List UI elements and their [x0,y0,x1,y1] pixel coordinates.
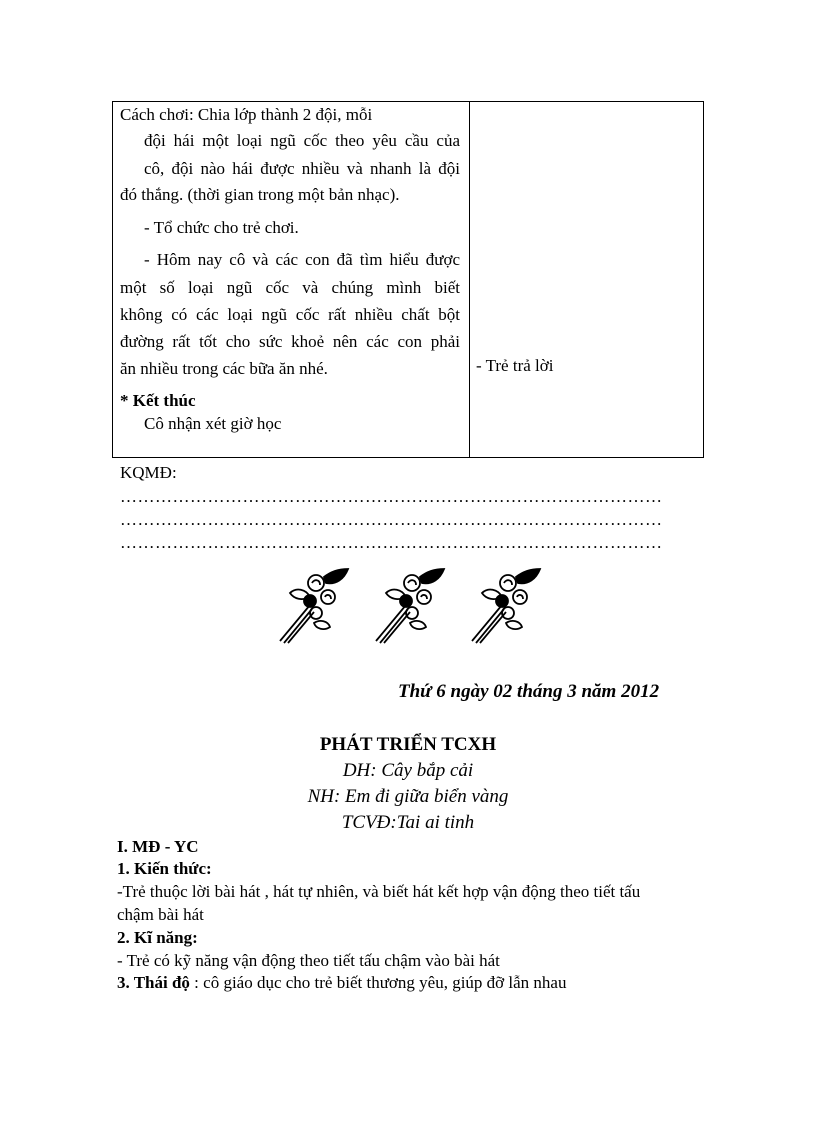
skill-text: - Trẻ có kỹ năng vận động theo tiết tấu chậm vào bài hát [117,951,500,970]
table-line: - Tổ chức cho trẻ chơi. [144,218,299,237]
flower-bouquet-icon [468,565,548,645]
table-line: Cô nhận xét giờ học [144,414,282,433]
attitude-title: 3. Thái độ [117,973,190,992]
lesson-nh: NH: Em đi giữa biển vàng [307,786,509,807]
child-response: - Trẻ trả lời [476,356,554,375]
flower-bouquet-icon [276,565,356,645]
table-line: Cách chơi: Chia lớp thành 2 đội, mỗi [120,105,373,124]
table-line: cô, đội nào hái được nhiều và nhanh là đội [144,159,460,178]
kqmd-label: KQMĐ: [120,463,177,482]
attitude-line [117,972,566,994]
table-line: không có các loại ngũ cốc rất nhiều chất bột [120,305,460,324]
skill-title: 2. Kĩ năng: [117,928,198,947]
attitude-text: : cô giáo dục cho trẻ biết thương yêu, giúp đỡ lẫn nhau [189,973,567,992]
column-divider [469,102,470,457]
table-line: - Hôm nay cô và các con đã tìm hiểu được [144,250,460,269]
dotted-line: ………………………………………………………………………………… [120,487,663,506]
knowledge-text-cont: chậm bài hát [117,905,204,924]
section-heading: I. MĐ - YC [117,837,199,856]
knowledge-title: 1. Kiến thức: [117,859,212,878]
table-line: một số loại ngũ cốc và chúng mình biết [120,278,460,297]
lesson-tcvd: TCVĐ:Tai ai tinh [341,812,475,833]
ending-heading: * Kết thúc [120,391,196,410]
lesson-title: PHÁT TRIỂN TCXH [319,734,497,755]
knowledge-text: -Trẻ thuộc lời bài hát , hát tự nhiên, và biết hát kết hợp vận động theo tiết tấu [117,882,641,901]
lesson-dh: DH: Cây bắp cải [342,760,474,781]
dotted-line: ………………………………………………………………………………… [120,510,663,529]
table-line: ăn nhiều trong các bữa ăn nhé. [120,359,328,378]
table-line: đó thắng. (thời gian trong một bản nhạc). [120,185,400,204]
table-line: đường rất tốt cho sức khoẻ nên các con phải [120,332,460,351]
flower-bouquet-icon [372,565,452,645]
date-line: Thứ 6 ngày 02 tháng 3 năm 2012 [398,681,660,702]
table-line: đội hái một loại ngũ cốc theo yêu cầu của [144,131,460,150]
dotted-line: ………………………………………………………………………………… [120,533,663,552]
